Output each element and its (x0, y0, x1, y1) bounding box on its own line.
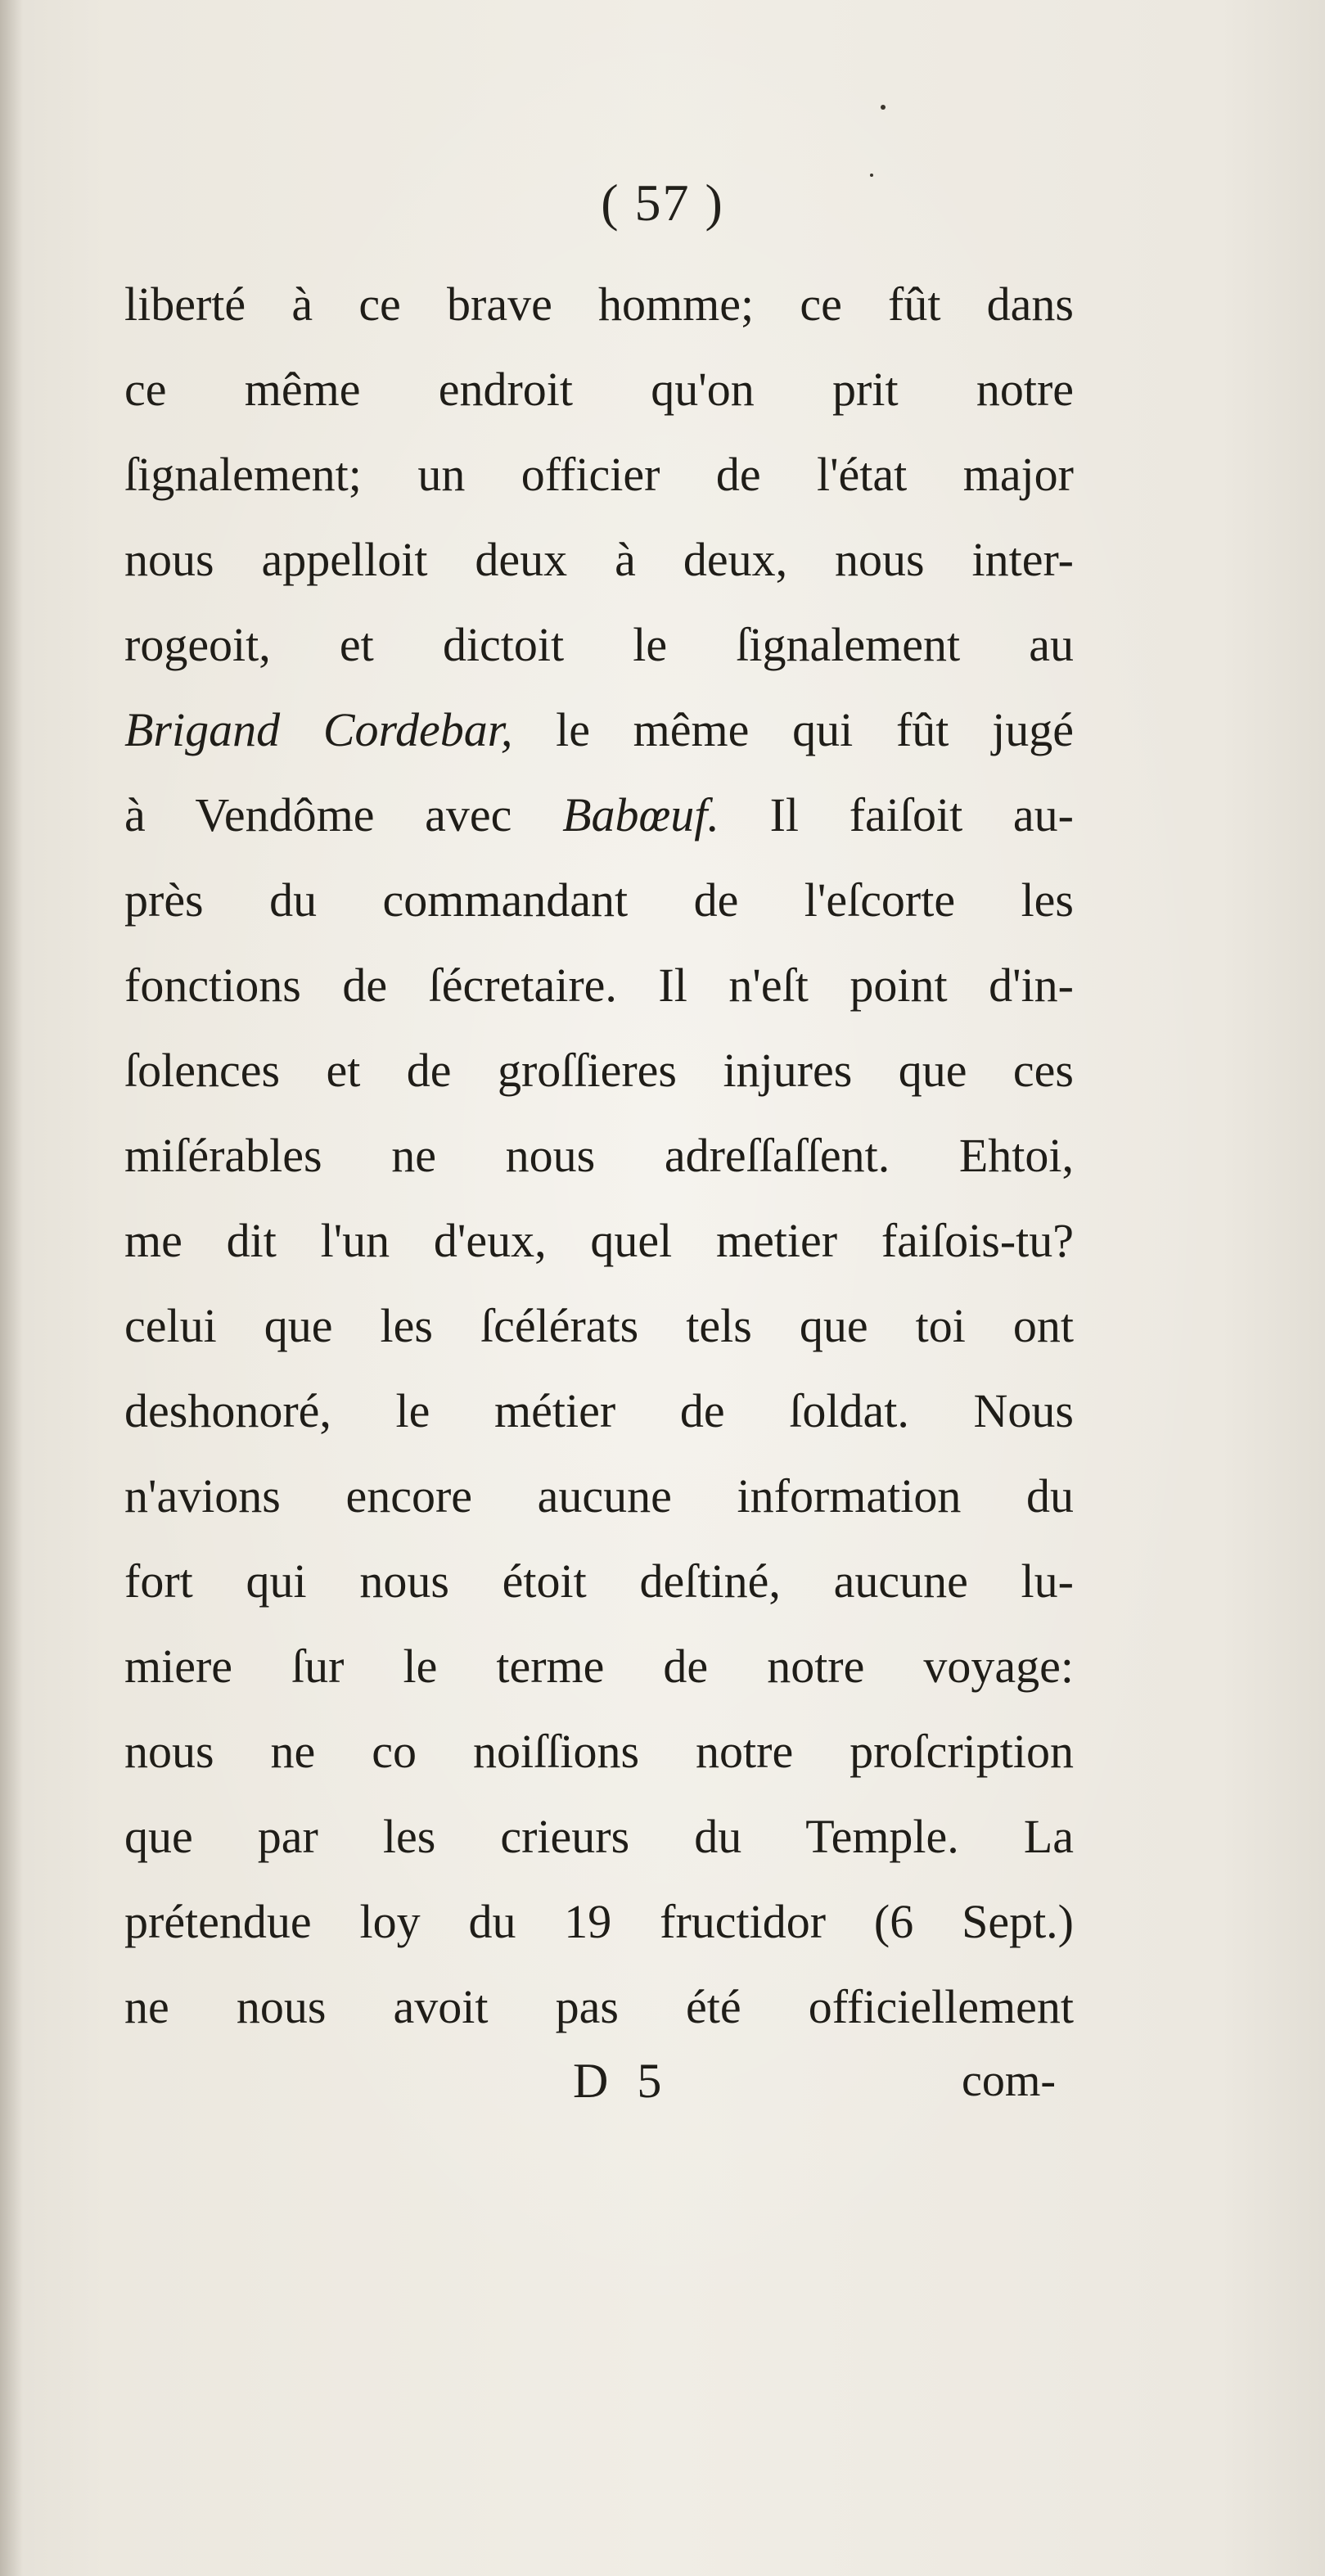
text-line-21: ne nous avoit pas été officiellement (124, 1980, 1074, 2033)
page-number: ( 57 ) (601, 174, 724, 232)
signature-mark: D 5 (573, 2054, 670, 2108)
text-line-16: fort qui nous étoit deſtiné, aucune lu- (124, 1554, 1074, 1608)
catchword: com- (962, 2055, 1057, 2106)
text-line-13: celui que les ſcélérats tels que toi ont (124, 1299, 1074, 1352)
italic-name-babeuf: Babœuf. (562, 788, 719, 841)
text-line-9: fonctions de ſécretaire. Il n'eſt point d'in- (124, 959, 1074, 1012)
text-line-8: près du commandant de l'eſcorte les (124, 873, 1074, 927)
ink-speck (881, 105, 886, 110)
text-line-17: miere ſur le terme de notre voyage: (124, 1640, 1074, 1693)
page-gutter-shadow (0, 0, 23, 2576)
text-line-6-rest: le même qui fût jugé (512, 703, 1074, 756)
text-line-5: rogeoit, et dictoit le ſignalement au (124, 618, 1074, 671)
page-footer (0, 2038, 1325, 2128)
text-line-1: liberté à ce brave homme; ce fût dans (124, 277, 1074, 331)
text-line-15: n'avions encore aucune information du (124, 1469, 1074, 1523)
text-line-19: que par les crieurs du Temple. La (124, 1810, 1074, 1863)
text-line-6 (124, 688, 1074, 773)
text-line-4: nous appelloit deux à deux, nous inter- (124, 533, 1074, 586)
body-text (124, 262, 1074, 2050)
text-line-2: ce même endroit qu'on prit notre (124, 363, 1074, 416)
text-line-7-end: Il faiſoit au- (719, 788, 1074, 841)
text-line-14: deshonoré, le métier de ſoldat. Nous (124, 1384, 1074, 1437)
italic-name-cordebar: Brigand Cordebar, (124, 703, 513, 756)
text-line-18: nous ne co noiſſions notre proſcription (124, 1725, 1074, 1778)
text-line-3: ſignalement; un officier de l'état major (124, 448, 1074, 501)
text-line-20: prétendue loy du 19 fructidor (6 Sept.) (124, 1895, 1074, 1948)
text-line-12: me dit l'un d'eux, quel metier faiſois-tu? (124, 1214, 1074, 1267)
text-line-11: miſérables ne nous adreſſaſſent. Ehtoi, (124, 1129, 1074, 1182)
text-line-7 (124, 773, 1074, 858)
text-line-10: ſolences et de groſſieres injures que ces (124, 1044, 1074, 1097)
text-line-7-start: à Vendôme avec (124, 788, 563, 841)
